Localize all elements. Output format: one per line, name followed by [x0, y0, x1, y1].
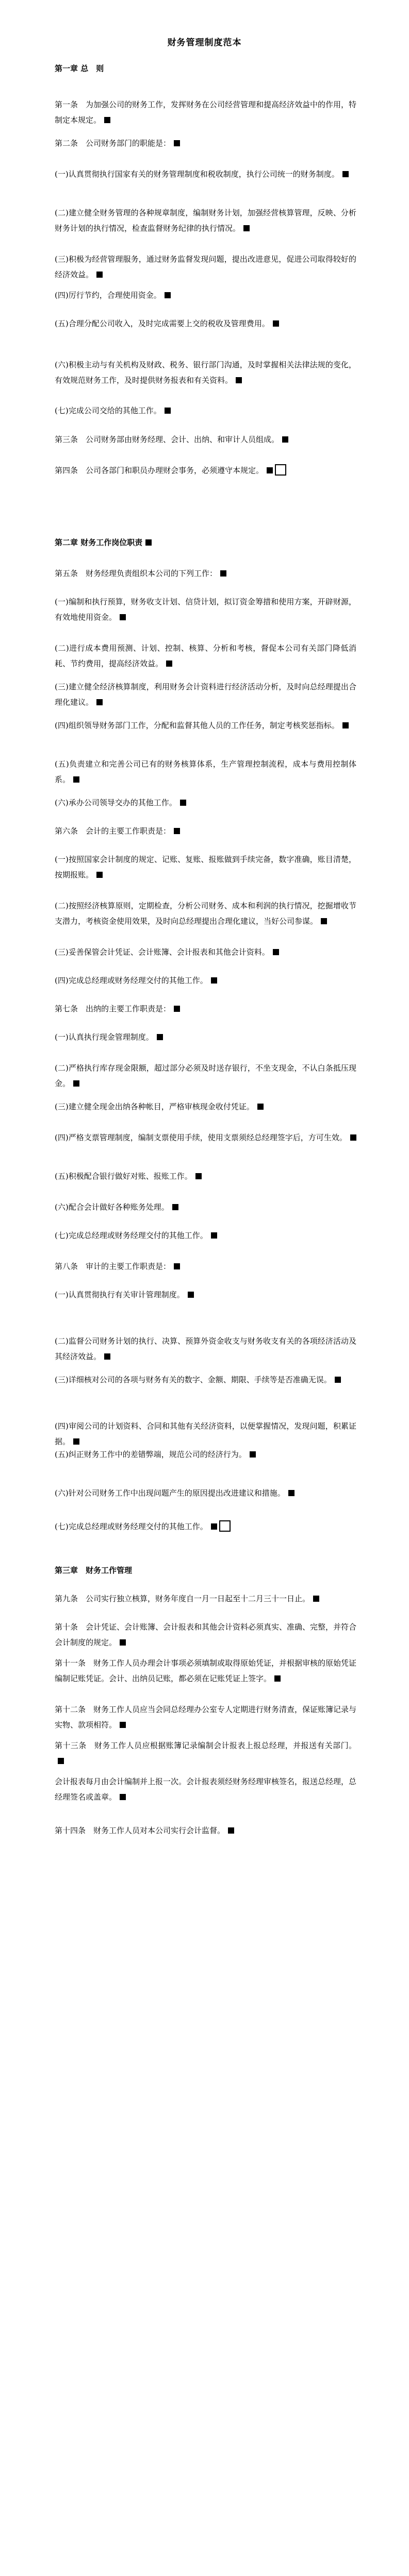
paragraph-text: (三)详细核对公司的各项与财务有关的数字、金额、期限、手续等是否准确无误。 [55, 1375, 332, 1384]
square-marker-icon [282, 436, 288, 443]
paragraph [55, 1372, 356, 1387]
square-marker-icon [120, 1639, 126, 1646]
paragraph [55, 1259, 356, 1274]
paragraph-text: (三)建立健全经济核算制度，利用财务会计资料进行经济活动分析，及时向总经理提出合理化建议。 [55, 682, 356, 707]
paragraph-text: (一)编制和执行预算，财务收支计划、信贷计划，拟订资金筹措和使用方案，开辟财源，有效地使用资金。 [55, 597, 356, 622]
paragraph [55, 1228, 356, 1243]
paragraph [55, 403, 356, 418]
paragraph [55, 1619, 356, 1650]
paragraph-text: 第七条 出纳的主要工作职责是： [55, 1004, 171, 1013]
square-marker-icon [211, 977, 217, 984]
paragraph-text: (七)完成总经理或财务经理交付的其他工作。 [55, 1231, 208, 1240]
paragraph-text: (三)建立健全现金出纳各种帐目，严格审核现金收付凭证。 [55, 1102, 254, 1111]
paragraph [55, 432, 356, 447]
square-marker-icon [166, 660, 172, 667]
paragraph-text: (三)积极为经营管理服务，通过财务监督发现问题，提出改进意见，促进公司取得较好的经济效益。 [55, 255, 356, 279]
square-marker-icon [273, 949, 279, 955]
paragraph [55, 316, 356, 331]
paragraph [55, 640, 356, 671]
square-marker-icon [288, 1490, 295, 1496]
square-marker-icon [313, 1596, 319, 1602]
paragraph-text: (二)监督公司财务计划的执行、决算、预算外资金收支与财务收支有关的各项经济活动及其经济效益。 [55, 1336, 356, 1361]
square-marker-icon [120, 1722, 126, 1728]
paragraph [55, 1060, 356, 1091]
square-marker-icon [120, 614, 126, 620]
paragraph [55, 594, 356, 625]
paragraph-text: 第二条 公司财务部门的职能是： [55, 139, 171, 148]
square-marker-icon [104, 1353, 110, 1360]
paragraph [55, 852, 356, 883]
paragraph [55, 1287, 356, 1302]
paragraph-text: 第八条 审计的主要工作职责是： [55, 1262, 171, 1271]
square-marker-icon [321, 918, 327, 924]
paragraph-text: 第十四条 财务工作人员对本公司实行会计监督。 [55, 1826, 225, 1835]
square-marker-icon [174, 1006, 180, 1012]
square-marker-icon [188, 1292, 194, 1298]
paragraph [55, 1591, 356, 1606]
square-marker-icon [257, 1104, 264, 1110]
paragraph-text: 第十二条 财务工作人员应当会同总经理办公室专人定期进行财务清查，保证账簿记录与实物、款项相符。 [55, 1705, 357, 1730]
paragraph-text: (二)严格执行库存现金限额，超过部分必须及时送存银行，不坐支现金，不认白条抵压现金。 [55, 1063, 356, 1088]
paragraph-text: 会计报表每月由会计编制并上报一次。会计报表须经财务经理审核签名，报送总经理，总经理签名或盖章。 [55, 1777, 357, 1802]
paragraph [55, 251, 356, 282]
square-marker-icon [172, 1204, 178, 1210]
square-marker-icon [273, 320, 279, 327]
paragraph [55, 135, 356, 151]
paragraph [55, 97, 356, 128]
paragraph-text: (五)合理分配公司收入，及时完成需要上交的税收及管理费用。 [55, 319, 270, 328]
chapter-heading [55, 1563, 356, 1578]
chapter-heading [55, 61, 356, 76]
paragraph [55, 679, 356, 710]
paragraph [55, 357, 356, 388]
paragraph [55, 756, 356, 787]
paragraph [55, 1199, 356, 1215]
paragraph [55, 1519, 356, 1534]
paragraph [55, 1001, 356, 1016]
paragraph [55, 1655, 356, 1686]
paragraph-text: 第三章 财务工作管理 [55, 1566, 133, 1575]
paragraph-text: 第十条 会计凭证、会计账簿、会计报表和其他会计资料必须真实、准确、完整，并符合会计制度的规定。 [55, 1622, 357, 1647]
paragraph-text: 第二章 财务工作岗位职责 [55, 538, 143, 547]
paragraph-text: (一)按照国家会计制度的规定、记账、复账、报账做到手续完备，数字准确，账目清楚，按期报账。 [55, 855, 356, 879]
paragraph-text: (一)认真执行现金管理制度。 [55, 1032, 154, 1042]
square-marker-icon [73, 1080, 79, 1087]
square-marker-icon [180, 800, 186, 806]
paragraph [55, 1738, 356, 1769]
chapter-heading [55, 535, 356, 550]
paragraph-text: (三)妥善保管会计凭证、会计账簿、会计报表和其他会计资料。 [55, 947, 270, 957]
square-marker-icon [211, 1232, 217, 1239]
paragraph-text: 第五条 财务经理负责组织本公司的下列工作： [55, 569, 218, 578]
square-marker-icon [165, 292, 171, 298]
paragraph [55, 718, 356, 733]
square-marker-icon [195, 1173, 202, 1179]
square-marker-icon [157, 1034, 163, 1040]
paragraph-text: (五)负责建立和完善公司已有的财务核算体系，生产管理控制流程，成本与费用控制体系。 [55, 759, 356, 784]
square-marker-icon [120, 1794, 126, 1800]
paragraph-text: (七)完成公司交给的其他工作。 [55, 406, 161, 415]
paragraph [55, 898, 356, 929]
paragraph-text: (四)完成总经理或财务经理交付的其他工作。 [55, 976, 208, 985]
empty-box-icon [275, 464, 286, 476]
paragraph-text: (七)完成总经理或财务经理交付的其他工作。 [55, 1522, 208, 1531]
paragraph-text: 第十一条 财务工作人员办理会计事项必须填制或取得原始凭证，并根据审核的原始凭证编制记账凭证。会计、出纳员记账，都必须在记账凭证上签字。 [55, 1658, 357, 1683]
square-marker-icon [243, 225, 250, 231]
square-marker-icon [335, 1377, 341, 1383]
paragraph-text: (二)建立健全财务管理的各种规章制度，编制财务计划，加强经营核算管理，反映、分析财务计划的执行情况，检查监督财务纪律的执行情况。 [55, 208, 356, 233]
paragraph-text: 第六条 会计的主要工作职责是： [55, 826, 171, 836]
paragraph [55, 1130, 356, 1145]
square-marker-icon [267, 467, 273, 473]
paragraph-text: (六)承办公司领导交办的其他工作。 [55, 798, 177, 807]
paragraph [55, 1774, 356, 1805]
paragraph-text: 第一条 为加强公司的财务工作，发挥财务在公司经营管理和提高经济效益中的作用，特制定本规定。 [55, 100, 357, 125]
square-marker-icon [73, 776, 79, 783]
square-marker-icon [165, 408, 171, 414]
square-marker-icon [96, 872, 103, 878]
square-marker-icon [342, 171, 349, 177]
square-marker-icon [236, 377, 242, 383]
paragraph [55, 1418, 356, 1449]
paragraph-text: (二)进行成本费用预测、计划、控制、核算、分析和考核，督促本公司有关部门降低消耗、节约费用，提高经济效益。 [55, 643, 356, 668]
paragraph [55, 1447, 356, 1462]
paragraph [55, 166, 356, 182]
paragraph-text: 第三条 公司财务部由财务经理、会计、出纳、和审计人员组成。 [55, 435, 280, 444]
square-marker-icon [96, 272, 103, 278]
paragraph [55, 823, 356, 839]
square-marker-icon [73, 1438, 79, 1445]
paragraph-text: (四)组织领导财务部门工作，分配和监督其他人员的工作任务，制定考核奖惩指标。 [55, 721, 339, 730]
square-marker-icon [104, 117, 110, 123]
paragraph-text: 第四条 公司各部门和职员办理财会事务，必须遵守本规定。 [55, 466, 264, 475]
paragraph-text: 第一章 总 则 [55, 64, 104, 73]
paragraph [55, 566, 356, 581]
paragraph [55, 205, 356, 236]
paragraph [55, 1485, 356, 1501]
paragraph-text: (六)针对公司财务工作中出现问题产生的原因提出改进建议和措施。 [55, 1488, 285, 1498]
paragraph-text: (五)纠正财务工作中的差错弊端，规范公司的经济行为。 [55, 1450, 247, 1459]
square-marker-icon [174, 828, 180, 834]
paragraph-text: (四)严格支票管理制度，编制支票使用手续，使用支票须经总经理签字后，方可生效。 [55, 1133, 347, 1142]
paragraph-text: (一)认真贯彻执行有关审计管理制度。 [55, 1290, 185, 1299]
square-marker-icon [250, 1451, 256, 1458]
paragraph [55, 1099, 356, 1114]
paragraph-text: (五)积极配合银行做好对账、报账工作。 [55, 1172, 192, 1181]
paragraph-text: (六)积极主动与有关机构及财政、税务、银行部门沟通，及时掌握相关法律法规的变化，有效规范财务工作，及时提供财务报表和有关资料。 [55, 360, 356, 385]
paragraph [55, 944, 356, 960]
square-marker-icon [145, 539, 152, 546]
square-marker-icon [96, 699, 103, 705]
paragraph [55, 463, 356, 478]
paragraph [55, 1702, 356, 1733]
paragraph [55, 1333, 356, 1364]
square-marker-icon [228, 1827, 234, 1834]
paragraph-text: (二)按照经济核算原则，定期检查，分析公司财务、成本和利润的执行情况，挖掘增收节支潜力，考核资金使用效果，及时向总经理提出合理化建议，当好公司参谋。 [55, 901, 356, 926]
square-marker-icon [342, 722, 349, 728]
paragraph [55, 1029, 356, 1045]
paragraph-text: (一)认真贯彻执行国家有关的财务管理制度和税收制度，执行公司统一的财务制度。 [55, 170, 339, 179]
paragraph [55, 1823, 356, 1838]
paragraph [55, 1168, 356, 1184]
square-marker-icon [274, 1675, 281, 1682]
empty-box-icon [219, 1520, 231, 1532]
square-marker-icon [211, 1523, 217, 1530]
paragraph [55, 973, 356, 988]
square-marker-icon [220, 570, 226, 577]
square-marker-icon [174, 1263, 180, 1269]
document-title: 财务管理制度范本 [167, 38, 242, 48]
paragraph [55, 287, 356, 303]
paragraph-text: (四)审阅公司的计划资料、合同和其他有关经济资料，以便掌握情况，发现问题，积累证据。 [55, 1421, 356, 1446]
square-marker-icon [350, 1134, 356, 1141]
paragraph [55, 795, 356, 810]
paragraph-text: 第十三条 财务工作人员应根据账簿记录编制会计报表上报总经理，并报送有关部门。 [55, 1741, 356, 1750]
paragraph-text: 第九条 公司实行独立核算，财务年度自一月一日起至十二月三十一日止。 [55, 1594, 310, 1603]
paragraph-text: (四)厉行节约，合理使用资金。 [55, 291, 161, 300]
square-marker-icon [58, 1758, 64, 1764]
square-marker-icon [174, 140, 180, 146]
paragraph-text: (六)配合会计做好各种账务处理。 [55, 1202, 169, 1212]
